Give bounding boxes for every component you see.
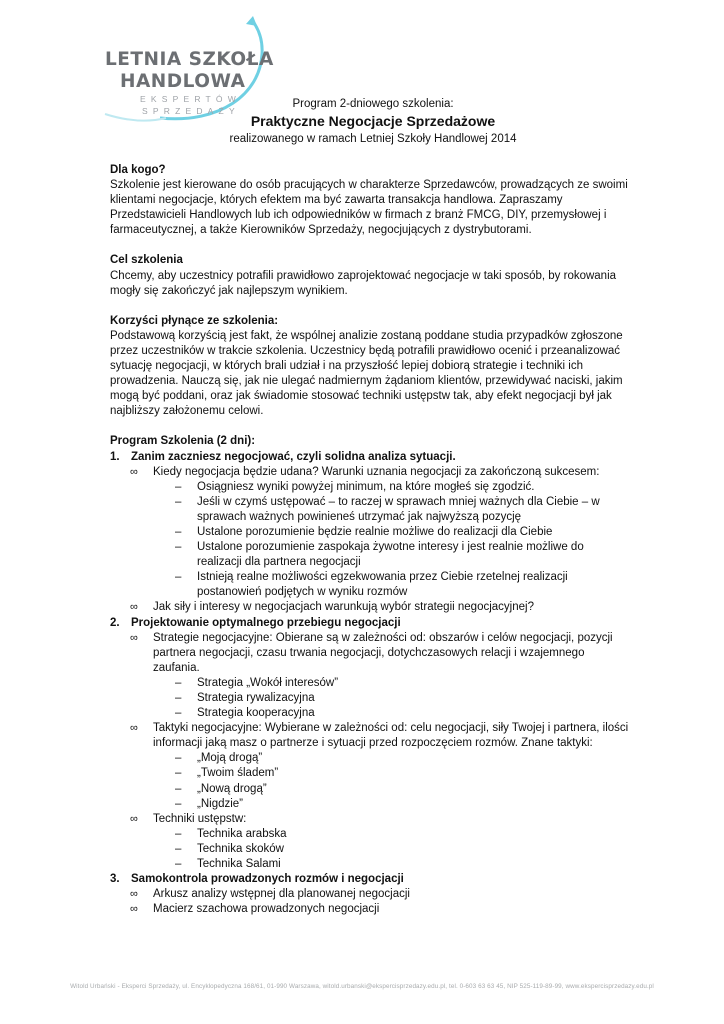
module-title: Zanim zaczniesz negocjować, czyli solidna analiza sytuacji. bbox=[131, 450, 456, 463]
logo-text-line1: LETNIA SZKOŁA bbox=[105, 49, 274, 70]
section-heading-goal: Cel szkolenia bbox=[110, 254, 183, 267]
logo-text-line4: SPRZEDAŻY bbox=[142, 106, 240, 116]
dash-bullet-icon: – bbox=[175, 692, 182, 704]
list-item: ∞ Arkusz analizy wstępnej dla planowanej negocjacji bbox=[110, 887, 630, 902]
list-subitem: – Ustalone porozumienie zaspokaja żywotne interesy i jest realnie możliwe do realizacji dla partnera negocjacji bbox=[175, 541, 584, 569]
module-number: 3. bbox=[110, 873, 120, 886]
document-body bbox=[110, 163, 630, 917]
dash-bullet-icon: – bbox=[175, 858, 182, 871]
list-item: ∞ Taktyki negocjacyjne: Wybierane w zależności od: celu negocjacji, siły Twojej i partnera, ilości informacji jaką masz o partnerze i sytuacji przed rozpoczęciem rozmów. Znane taktyki: bbox=[130, 722, 629, 750]
dash-bullet-icon: – bbox=[175, 525, 182, 538]
infinity-bullet-icon: ∞ bbox=[130, 465, 138, 478]
dash-bullet-icon: – bbox=[175, 495, 182, 508]
module-title: Samokontrola prowadzonych rozmów i negocjacji bbox=[131, 873, 404, 886]
list-subitem: – Technika skoków bbox=[110, 842, 630, 857]
list-subitem: – „Nigdzie” bbox=[110, 797, 630, 812]
dash-bullet-icon: – bbox=[175, 842, 182, 855]
dash-bullet-icon: – bbox=[175, 541, 182, 554]
list-subitem: – „Twoim śladem” bbox=[110, 766, 630, 781]
section-body-benefits: Podstawową korzyścią jest fakt, że wspólnej analizie zostaną poddane studia przypadków zgłoszone przez uczestników w trakcie szkolenia. Uczestnicy będą potrafili prawidłowo ocenić i przeanalizować sytuację negocjacji, w których brali udział i na przyszłość lepiej dobiorą strategie i techniki ich prowadzenia. Nauczą się, jak nie ulegać nadmiernym żądaniom klientów, przewidywać naciski, jakim mogą być poddani, oraz jak świadomie stosować techniki ustępstw tak, aby efekt negocjacji był jak najbliższy założonemu celowi. bbox=[110, 329, 623, 418]
list-item: ∞ Techniki ustępstw: bbox=[110, 812, 630, 827]
program-subtitle: Program 2-dniowego szkolenia: bbox=[292, 98, 454, 110]
section-body-goal: Chcemy, aby uczestnicy potrafili prawidłowo zaprojektować negocjacje w taki sposób, by rokowania mogły się zakończyć jak najlepszym wynikiem. bbox=[110, 269, 617, 297]
logo-text-line2: HANDLOWA bbox=[120, 71, 246, 92]
dash-bullet-icon: – bbox=[175, 797, 182, 810]
dash-bullet-icon: – bbox=[175, 480, 182, 493]
list-subitem: – Strategia „Wokół interesów” bbox=[110, 676, 630, 691]
list-item: ∞ Strategie negocjacyjne: Obierane są w zależności od: obszarów i celów negocjacji, pozycji partnera negocjacji, czasu trwania negocjacji, dotychczasowych relacji i wzajemnego zaufania. bbox=[130, 631, 613, 674]
section-heading-benefits: Korzyści płynące ze szkolenia: bbox=[110, 314, 279, 327]
list-subitem: – Strategia rywalizacyjna bbox=[110, 691, 630, 706]
infinity-bullet-icon: ∞ bbox=[130, 812, 138, 825]
list-subitem: – Ustalone porozumienie będzie realnie możliwe do realizacji dla Ciebie bbox=[110, 525, 630, 540]
section-body-who: Szkolenie jest kierowane do osób pracujących w charakterze Sprzedawców, prowadzących ze swoimi klientami negocjacje, których efektem ma być zawarta transakcja handlowa. Zapraszamy Przedstawicieli Handlowych lub ich odpowiedników w firmach z branż FMCG, DIY, przemysłowej i farmaceutycznej, a także Kierowników Sprzedaży, negocjujących z dystrybutorami. bbox=[110, 179, 628, 237]
page-footer: Witold Urbański - Eksperci Sprzedaży, ul. Encyklopedyczna 168/61, 01-990 Warszawa, witold.urbanski@ekspercisprzedazy.edu.pl, tel. 0-603 63 63 45, NIP 525-119-89-99, www.ekspercisprzedazy.edu.pl bbox=[70, 983, 654, 990]
dash-bullet-icon: – bbox=[175, 707, 182, 720]
module-title: Projektowanie optymalnego przebiegu negocjacji bbox=[131, 616, 401, 629]
list-subitem: – Strategia kooperacyjna bbox=[110, 706, 630, 721]
list-item: ∞ Jak siły i interesy w negocjacjach warunkują wybór strategii negocjacyjnej? bbox=[110, 600, 630, 615]
program-context: realizowanego w ramach Letniej Szkoły Handlowej 2014 bbox=[229, 133, 517, 145]
list-subitem: – Osiągniesz wyniki powyżej minimum, na które mogłeś się zgodzić. bbox=[110, 480, 630, 495]
program-module-3 bbox=[110, 872, 630, 887]
module-number: 1. bbox=[110, 450, 120, 463]
dash-bullet-icon: – bbox=[175, 782, 182, 795]
infinity-bullet-icon: ∞ bbox=[130, 601, 138, 614]
dash-bullet-icon: – bbox=[175, 571, 182, 584]
module-number: 2. bbox=[110, 616, 120, 629]
infinity-bullet-icon: ∞ bbox=[130, 888, 138, 901]
program-module-2 bbox=[110, 616, 630, 631]
infinity-bullet-icon: ∞ bbox=[130, 903, 138, 916]
dash-bullet-icon: – bbox=[175, 676, 182, 689]
infinity-bullet-icon: ∞ bbox=[130, 722, 138, 735]
program-module-1 bbox=[110, 450, 630, 465]
list-subitem: – Istnieją realne możliwości egzekwowania przez Ciebie rzetelnej realizacji postanowień podjętych w wyniku rozmów bbox=[175, 571, 568, 599]
list-subitem: – „Moją drogą” bbox=[110, 751, 630, 766]
logo-text-line3: EKSPERTÓW bbox=[140, 94, 241, 104]
section-heading-who: Dla kogo? bbox=[110, 164, 166, 176]
list-subitem: – Technika arabska bbox=[110, 827, 630, 842]
list-item: ∞ Kiedy negocjacja będzie udana? Warunki uznania negocjacji za zakończoną sukcesem: bbox=[110, 465, 630, 480]
dash-bullet-icon: – bbox=[175, 752, 182, 765]
document-title: Praktyczne Negocjacje Sprzedażowe bbox=[250, 113, 496, 129]
list-subitem: – Technika Salami bbox=[110, 857, 630, 872]
list-item: ∞ Macierz szachowa prowadzonych negocjacji bbox=[110, 902, 630, 917]
infinity-bullet-icon: ∞ bbox=[130, 631, 138, 644]
dash-bullet-icon: – bbox=[175, 767, 182, 780]
dash-bullet-icon: – bbox=[175, 827, 182, 840]
section-heading-program: Program Szkolenia (2 dni): bbox=[110, 435, 256, 448]
list-subitem: – Jeśli w czymś ustępować – to raczej w sprawach mniej ważnych dla Ciebie – w sprawach ważnych powinieneś utrzymać jak najwyższą pozycję bbox=[175, 495, 600, 523]
list-subitem: – „Nową drogą” bbox=[110, 782, 630, 797]
